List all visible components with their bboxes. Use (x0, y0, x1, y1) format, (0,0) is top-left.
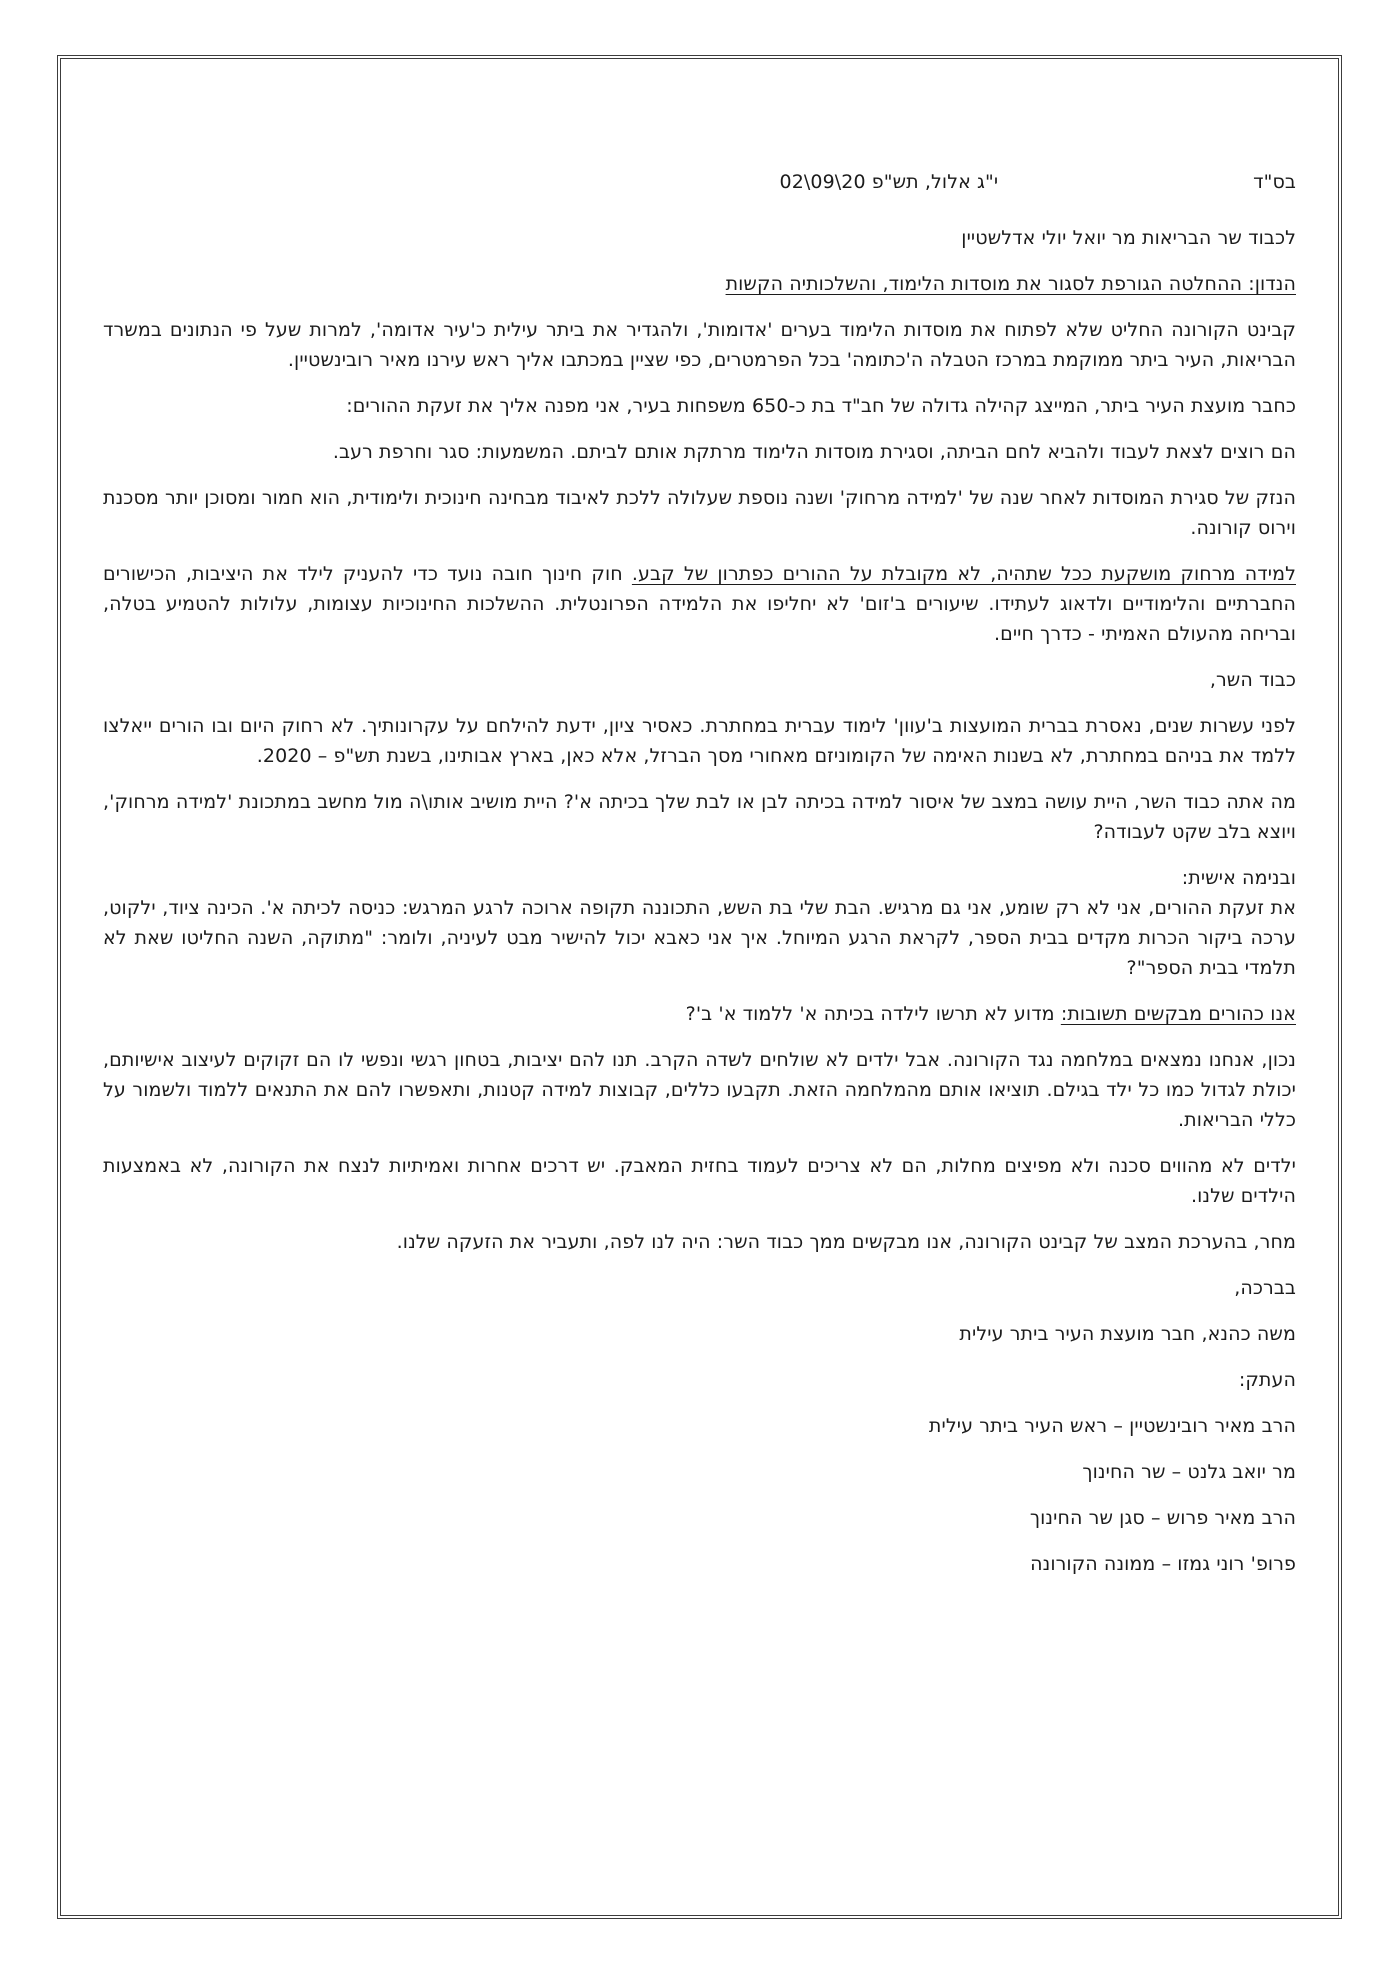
answers-underlined: אנו כהורים מבקשים תשובות: (1060, 1003, 1296, 1025)
cc-title: העתק: (1238, 1369, 1296, 1391)
body-paragraph-question: מה אתה כבוד השר, היית עושה במצב של איסור למידה בכיתה לבן או לבת שלך בכיתה א'? היית מושיב אותו\ה מול מחשב במתכונת 'למידה מרחוק', ויוצא בלב שקט לעבודה? (103, 791, 1296, 843)
cc-entry-education-minister: מר יואב גלנט – שר החינוך (1082, 1461, 1296, 1483)
body-paragraph-soviet: לפני עשרות שנים, נאסרת בברית המועצות ב'עוון' לימוד עברית במחתרת. כאסיר ציון, ידעת להילחם על עקרונותיך. לא רחוק היום ובו הורים ייאלצו ללמד את בניהם במחתרת, לא בשנות האימה של הקומוניזם מאחורי מסך הברזל, אלא כאן, בארץ אבותינו, בשנת תש"פ – 2020. (103, 715, 1296, 767)
remote-learning-underlined: למידה מרחוק מושקעת ככל שתהיה, לא מקובלת על ההורים כפתרון של קבע. (631, 563, 1296, 585)
closing-line: בברכה, (1234, 1277, 1296, 1299)
date-numeric: 02\09\20 (779, 171, 866, 193)
body-paragraph-tomorrow: מחר, בהערכת המצב של קבינט הקורונה, אנו מבקשים ממך כבוד השר: היה לנו לפה, ותעביר את הזעקה שלנו. (396, 1231, 1296, 1253)
besd-label: בס"ד (1253, 171, 1296, 193)
signature-line: משה כהנא, חבר מועצת העיר ביתר עילית (959, 1323, 1296, 1345)
cc-block (103, 1365, 1296, 1579)
letter-header (103, 167, 1296, 197)
body-paragraph-answers (103, 999, 1296, 1029)
cc-entry-mayor: הרב מאיר רובינשטיין – ראש העיר ביתר עילית (928, 1415, 1296, 1437)
personal-note-text: את זעקת ההורים, אני לא רק שומע, אני גם מרגיש. הבת שלי בת השש, התכוננה תקופה ארוכה לרגע המרגש: כניסה לכיתה א'. הכינה ציוד, ילקוט, ערכה ביקור הכרות מקדים בבית הספר, לקראת הרגע המיוחל. איך אני כאבא יכול להישיר מבט לעיניה, ולומר: "מתוקה, השנה החליטו שאת לא תלמדי בבית הספר"? (103, 897, 1296, 979)
body-paragraph-children: ילדים לא מהווים סכנה ולא מפיצים מחלות, הם לא צריכים לעמוד בחזית המאבק. יש דרכים אחרות ואמיתיות לנצח את הקורונה, לא באמצעות הילדים שלנו. (103, 1155, 1296, 1207)
body-paragraph-council-member: כחבר מועצת העיר ביתר, המייצג קהילה גדולה של חב"ד בת כ-650 משפחות בעיר, אני מפנה אליך את זעקת ההורים: (346, 395, 1296, 417)
body-paragraph-war: נכון, אנחנו נמצאים במלחמה נגד הקורונה. אבל ילדים לא שולחים לשדה הקרב. תנו להם יציבות, בטחון רגשי ונפשי לו הם זקוקים לעיצוב אישיותם, יכולת לגדול כמו כל ילד בגילם. תוציאו אותם מהמלחמה הזאת. תקבעו כללים, קבוצות למידה קטנות, ותאפשרו להם את התנאים ללמוד ולשמור על כללי הבריאות. (103, 1049, 1296, 1131)
body-paragraph-personal (103, 863, 1296, 983)
body-paragraph-damage: הנזק של סגירת המוסדות לאחר שנה של 'למידה מרחוק' ושנה נוספת שעלולה ללכת לאיבוד מבחינה חינוכית ולימודית, הוא חמור ומסוכן יותר מסכנת וירוס קורונה. (103, 487, 1296, 539)
letter-content (61, 59, 1338, 1579)
subject-line: הנדון: ההחלטה הגורפת לסגור את מוסדות הלימוד, והשלכותיה הקשות (725, 273, 1296, 295)
date-line (780, 167, 999, 197)
body-paragraph-cabinet: קבינט הקורונה החליט שלא לפתוח את מוסדות הלימוד בערים 'אדומות', ולהגדיר את ביתר עילית כ'עיר אדומה', למרות שעל פי הנתונים במשרד הבריאות, העיר ביתר ממוקמת במרכז הטבלה ה'כתומה' בכל הפרמטרים, כפי שציין במכתבו אליך ראש עירנו מאיר רובינשטיין. (103, 319, 1296, 371)
date-hebrew: י"ג אלול, תש"פ (871, 171, 999, 193)
cc-entry-corona-chief: פרופ' רוני גמזו – ממונה הקורונה (1030, 1553, 1296, 1575)
remote-learning-rest: חוק חינוך חובה נועד כדי להעניק לילד את היציבות, הכישורים החברתיים והלימודיים ולדאוג לעתידו. שיעורים ב'זום' לא יחליפו את הלמידה הפרונטלית. ההשלכות החינוכיות עצומות, עלולות להטמיע בטלה, ובריחה מהעולם האמיתי - כדרך חיים. (103, 563, 1296, 645)
page-border (57, 55, 1342, 1919)
cc-entry-deputy-minister: הרב מאיר פרוש – סגן שר החינוך (1029, 1507, 1296, 1529)
recipient-line: לכבוד שר הבריאות מר יואל יולי אדלשטיין (961, 227, 1296, 249)
personal-note-title: ובנימה אישית: (1181, 867, 1296, 889)
answers-rest: מדוע לא תרשו לילדה בכיתה א' ללמוד א' ב'? (685, 1003, 1061, 1025)
salutation-line: כבוד השר, (1209, 669, 1296, 691)
body-paragraph-parents-cry: הם רוצים לצאת לעבוד ולהביא לחם הביתה, וסגירת מוסדות הלימוד מרתקת אותם לביתם. המשמעות: סגר וחרפת רעב. (332, 441, 1296, 463)
body-paragraph-remote-learning (103, 559, 1296, 649)
